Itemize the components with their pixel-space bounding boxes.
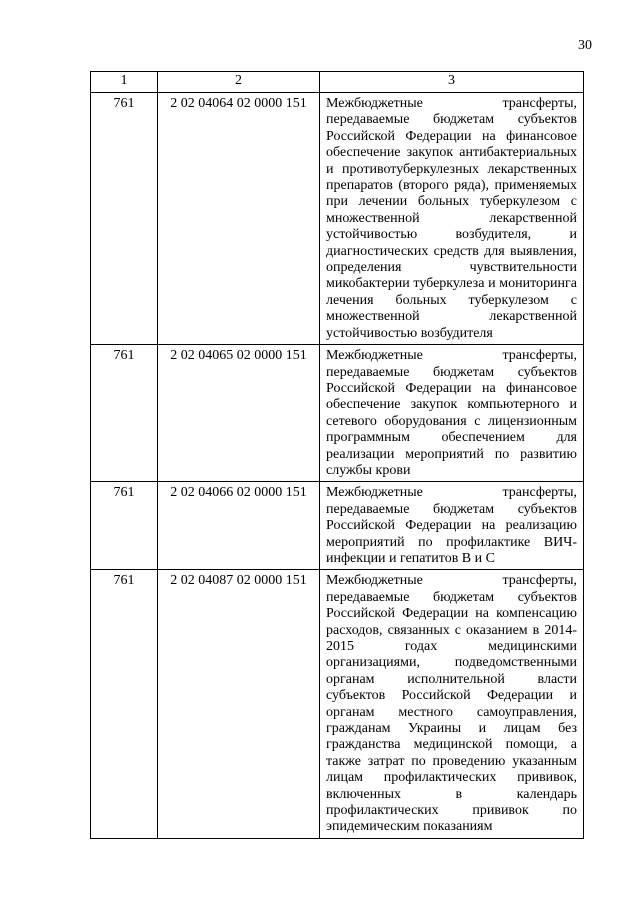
kbk-code-cell: 2 02 04064 02 0000 151 <box>158 93 320 345</box>
kbk-code-cell: 2 02 04066 02 0000 151 <box>158 482 320 570</box>
column-number-3: 3 <box>320 72 584 93</box>
admin-code-cell: 761 <box>91 93 158 345</box>
admin-code-cell: 761 <box>91 482 158 570</box>
table-row <box>91 93 584 345</box>
kbk-code-cell: 2 02 04087 02 0000 151 <box>158 570 320 839</box>
table-row <box>91 570 584 839</box>
table-row <box>91 482 584 570</box>
admin-code-cell: 761 <box>91 345 158 482</box>
column-number-row <box>91 72 584 93</box>
budget-classification-table <box>90 71 584 839</box>
table-row <box>91 345 584 482</box>
description-cell: Межбюджетные трансферты, передаваемые бюджетам субъектов Российской Федерации на финансовое обеспечение закупок антибактериальных и противотуберкулезных лекарственных препаратов (второго ряда), применяемых при лечении больных туберкулезом с множественной лекарственной устойчивостью возбудителя, и диагностических средств для выявления, определения чувствительности микобактерии туберкулеза и мониторинга лечения больных туберкулезом с множественной лекарственной устойчивостью возбудителя <box>320 93 584 345</box>
page-number: 30 <box>578 38 592 53</box>
description-cell: Межбюджетные трансферты, передаваемые бюджетам субъектов Российской Федерации на реализацию мероприятий по профилактике ВИЧ-инфекции и гепатитов В и С <box>320 482 584 570</box>
description-cell: Межбюджетные трансферты, передаваемые бюджетам субъектов Российской Федерации на финансовое обеспечение закупок компьютерного и сетевого оборудования с лицензионным программным обеспечением для реализации мероприятий по развитию службы крови <box>320 345 584 482</box>
kbk-code-cell: 2 02 04065 02 0000 151 <box>158 345 320 482</box>
admin-code-cell: 761 <box>91 570 158 839</box>
column-number-1: 1 <box>91 72 158 93</box>
column-number-2: 2 <box>158 72 320 93</box>
description-cell: Межбюджетные трансферты, передаваемые бюджетам субъектов Российской Федерации на компенсацию расходов, связанных с оказанием в 2014-2015 годах медицинскими организациями, подведомственными органам исполнительной власти субъектов Российской Федерации и органам местного самоуправления, гражданам Украины и лицам без гражданства медицинской помощи, а также затрат по проведению указанным лицам профилактических прививок, включенных в календарь профилактических прививок по эпидемическим показаниям <box>320 570 584 839</box>
